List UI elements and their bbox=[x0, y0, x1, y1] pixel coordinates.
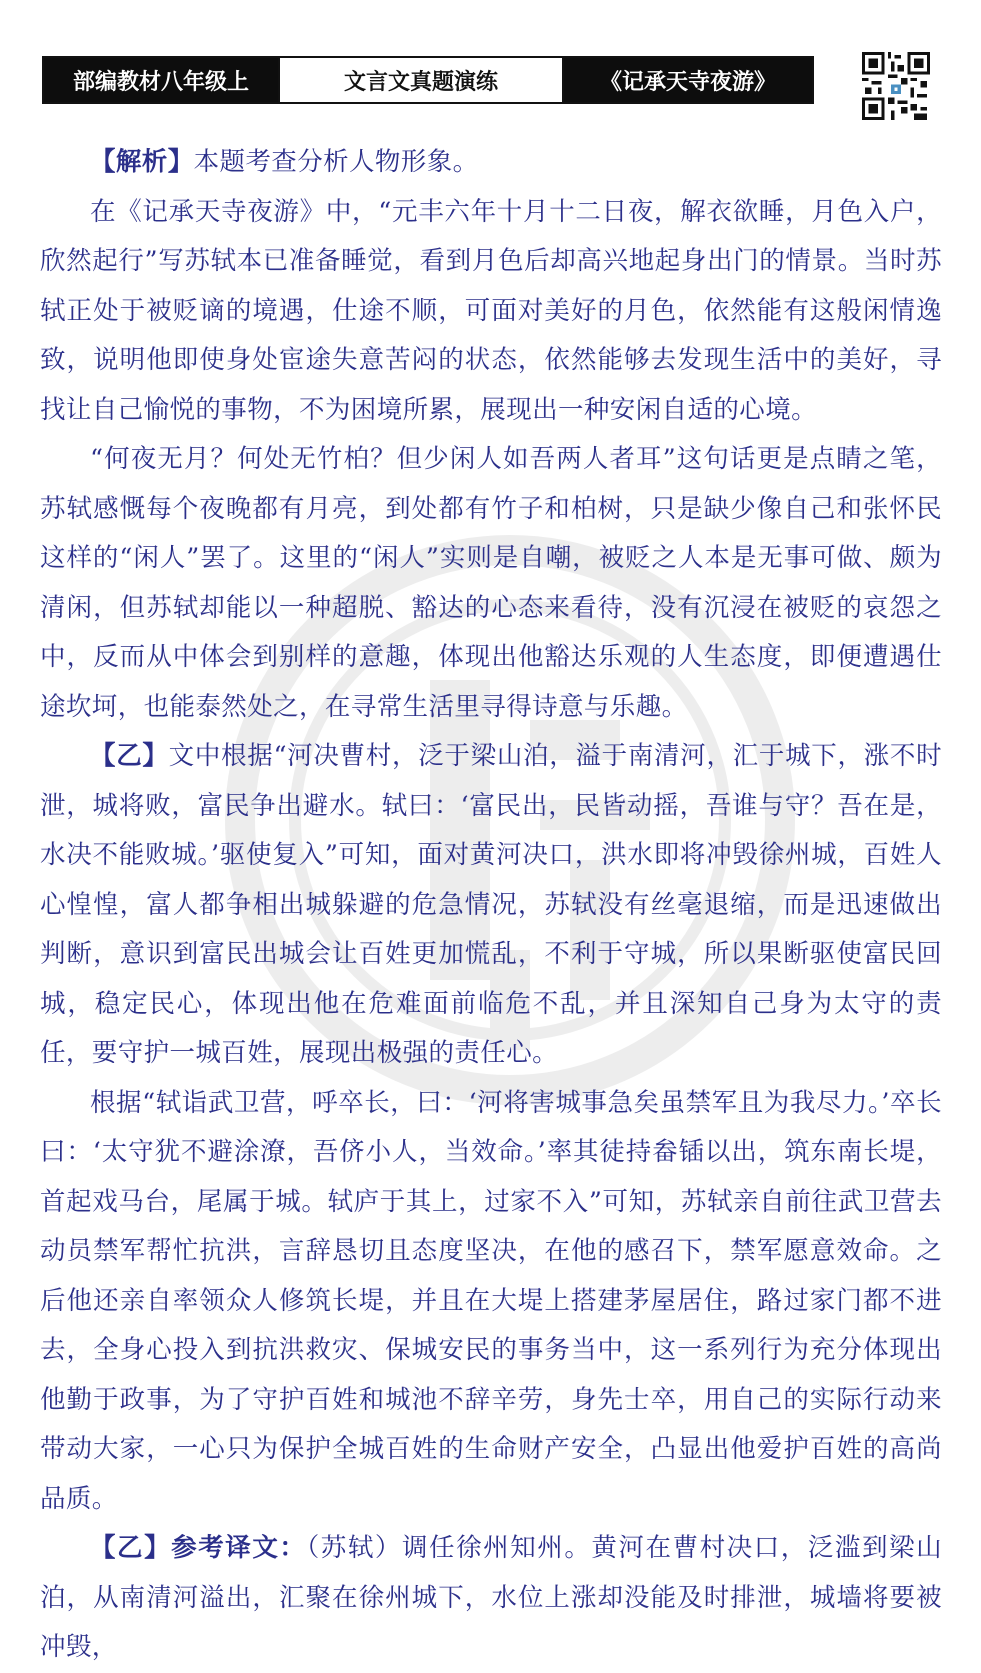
header-section-title: 文言文真题演练 bbox=[278, 58, 564, 102]
paragraph-flood-response bbox=[40, 732, 942, 1079]
paragraph-idle-people: “何夜无月？何处无竹柏？但少闲人如吾两人者耳”这句话更是点睛之笔，苏轼感慨每个夜晚都有月亮，到处都有竹子和柏树，只是缺少像自己和张怀民这样的“闲人”罢了。这里的“闲人”实则是自嘲，被贬之人本是无事可做、颇为清闲，但苏轼却能以一种超脱、豁达的心态来看待，没有沉浸在被贬的哀怨之中，反而从中体会到别样的意趣，体现出他豁达乐观的人生态度，即便遭遇仕途坎坷，也能泰然处之，在寻常生活里寻得诗意与乐趣。 bbox=[40, 444, 942, 722]
qr-code-icon bbox=[862, 52, 930, 120]
analysis-tag: 【解析】 bbox=[90, 147, 194, 177]
header-lesson-title: 《记承天寺夜游》 bbox=[564, 58, 812, 102]
paragraph-moon-night: 在《记承天寺夜游》中，“元丰六年十月十二日夜，解衣欲睡，月色入户，欣然起行”写苏轼本已准备睡觉，看到月色后却高兴地起身出门的情景。当时苏轼正处于被贬谪的境遇，仕途不顺，可面对美好的月色，依然能有这般闲情逸致，说明他即使身处宦途失意苦闷的状态，依然能够去发现生活中的美好，寻找让自己愉悦的事物，不为困境所累，展现出一种安闲自适的心境。 bbox=[40, 196, 942, 425]
flood-response-text: 文中根据“河决曹村，泛于梁山泊，溢于南清河，汇于城下，涨不时泄，城将败，富民争出避水。轼曰：‘富民出，民皆动摇，吾谁与守？吾在是，水决不能败城。’驱使复入”可知，面对黄河决口，洪水即将冲毁徐州城，百姓人心惶惶，富人都争相出城躲避的危急情况，苏轼没有丝毫退缩，而是迅速做出判断，意识到富民出城会让百姓更加慌乱，不利于守城，所以果断驱使富民回城，稳定民心，体现出他在危难面前临危不乱，并且深知自己身为太守的责任，要守护一城百姓，展现出极强的责任心。 bbox=[40, 741, 942, 1068]
header-bar bbox=[42, 56, 814, 104]
article-body bbox=[40, 138, 942, 1673]
translation-text: （苏轼）调任徐州知州。黄河在曹村决口，泛滥到梁山泊，从南清河溢出，汇聚在徐州城下，水位上涨却没能及时排泄，城墙将要被冲毁， bbox=[40, 1533, 942, 1662]
paragraph-analysis-intro bbox=[40, 138, 942, 188]
yi-tag: 【乙】 bbox=[90, 741, 169, 771]
paragraph-levee-building: 根据“轼诣武卫营，呼卒长，曰：‘河将害城事急矣虽禁军且为我尽力。’卒长曰：‘太守犹不避涂潦，吾侪小人，当效命。’率其徒持畚锸以出，筑东南长堤，首起戏马台，尾属于城。轼庐于其上，过家不入”可知，苏轼亲自前往武卫营去动员禁军帮忙抗洪，言辞恳切且态度坚决，在他的感召下，禁军愿意效命。之后他还亲自率领众人修筑长堤，并且在大堤上搭建茅屋居住，路过家门都不进去，全身心投入到抗洪救灾、保城安民的事务当中，这一系列行为充分体现出他勤于政事，为了守护百姓和城池不辞辛劳，身先士卒，用自己的实际行动来带动大家，一心只为保护全城百姓的生命财产安全，凸显出他爱护百姓的高尚品质。 bbox=[40, 1087, 942, 1514]
header-grade-label: 部编教材八年级上 bbox=[44, 58, 278, 102]
analysis-intro-text: 本题考查分析人物形象。 bbox=[193, 147, 479, 177]
paragraph-reference-translation bbox=[40, 1524, 942, 1673]
translation-tag: 【乙】参考译文： bbox=[90, 1533, 307, 1563]
